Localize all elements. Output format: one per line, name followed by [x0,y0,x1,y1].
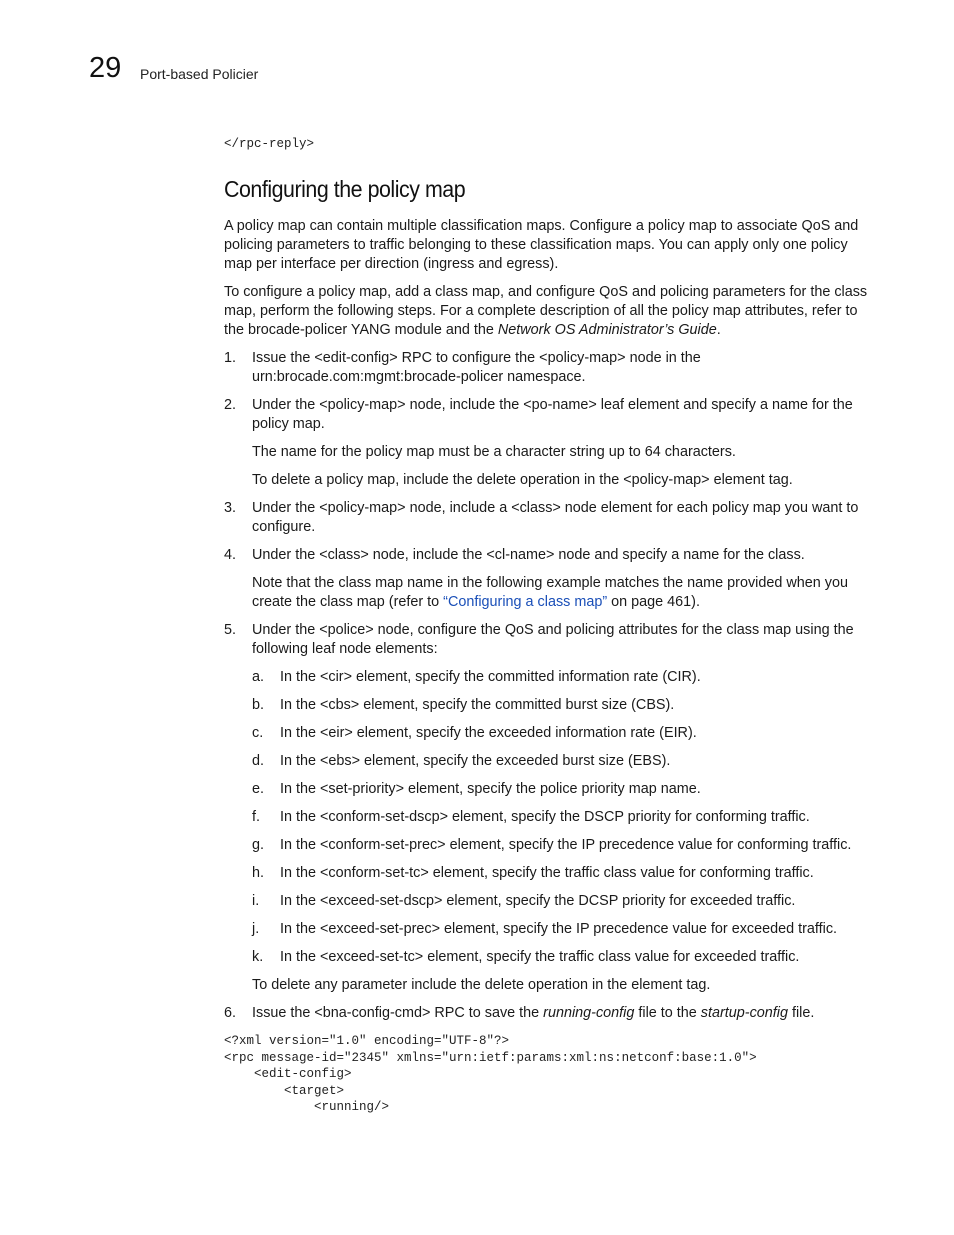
step-number: 3. [224,500,237,516]
step-2-note-delete: To delete a policy map, include the delete operation in the <policy-map> element tag. [252,472,793,488]
step-text: Under the <policy-map> node, include the <po-name> leaf element and specify a name for the policy map. [252,397,853,432]
substep-letter: k. [252,949,264,965]
note-text-end: on page 461). [607,594,700,610]
substep-letter: c. [252,725,264,741]
steps-intro-text: To configure a policy map, add a class map, and configure QoS and policing parameters for the class map, perform the following steps. For a complete description of all the policy map attributes, refer to the brocade-policer YANG module and the [224,284,868,338]
substep-text: In the <conform-set-prec> element, specify the IP precedence value for conforming traffic. [280,837,852,853]
step-text-end: file. [787,1005,815,1021]
step-3 [224,499,874,537]
code-snippet-top: </rpc-reply> [224,137,315,151]
step-2 [224,396,874,434]
step-6 [224,1004,874,1023]
substep-text: In the <exceed-set-prec> element, specify the IP precedence value for exceeded traffic. [280,921,838,937]
class-map-link[interactable]: “Configuring a class map” [443,594,608,610]
substep-text: In the <cir> element, specify the committed information rate (CIR). [280,669,701,685]
substep-text: In the <ebs> element, specify the exceeded burst size (EBS). [280,753,671,769]
intro-paragraph: A policy map can contain multiple classification maps. Configure a policy map to associate QoS and policing parameters to traffic belonging to these classification maps. You can apply only one policy map per interface per direction (ingress and egress). [224,218,859,272]
steps-intro-paragraph [224,283,874,340]
guide-title: Network OS Administrator’s Guide [497,322,717,338]
step-number: 5. [224,622,237,638]
note-text: Note that the class map name in the following example matches the name provided when you create the class map (refer to [252,575,848,610]
step-number: 4. [224,547,237,563]
substep-text: In the <conform-set-dscp> element, specify the DSCP priority for conforming traffic. [280,809,810,825]
steps-intro-end: . [716,322,721,338]
substep-letter: e. [252,781,265,797]
running-config-term: running-config [543,1005,635,1021]
substep-h [224,864,874,883]
substep-text: In the <set-priority> element, specify the police priority map name. [280,781,701,797]
substep-letter: f. [252,809,260,825]
step-text-middle: file to the [634,1005,701,1021]
substep-e [224,780,874,799]
step-number: 1. [224,350,237,366]
step-5-note: To delete any parameter include the delete operation in the element tag. [252,977,711,993]
substep-letter: i. [252,893,260,909]
chapter-title: Port-based Policier [140,66,259,82]
startup-config-term: startup-config [700,1005,788,1021]
step-text: Under the <police> node, configure the QoS and policing attributes for the class map using the following leaf node elements: [252,622,854,657]
substep-text: In the <cbs> element, specify the committed burst size (CBS). [280,697,675,713]
substep-g [224,836,874,855]
substep-j [224,920,874,939]
step-number: 2. [224,397,237,413]
substep-letter: b. [252,697,265,713]
substep-text: In the <conform-set-tc> element, specify the traffic class value for conforming traffic. [280,865,814,881]
step-4 [224,546,874,565]
substep-c [224,724,874,743]
xml-code-block: <?xml version="1.0" encoding="UTF-8"?> <rpc message-id="2345" xmlns="urn:ietf:params:xml:ns:netconf:base:1.0"> <edit-config> <target> <running/> [224,1034,757,1115]
substep-d [224,752,874,771]
substep-a [224,668,874,687]
substep-i [224,892,874,911]
step-5 [224,621,874,659]
substep-b [224,696,874,715]
step-text: Issue the <edit-config> RPC to configure the <policy-map> node in the urn:brocade.com:mgmt:brocade-policer namespace. [252,350,701,385]
section-title: Configuring the policy map [224,176,466,202]
substep-text: In the <eir> element, specify the exceeded information rate (EIR). [280,725,697,741]
substep-letter: h. [252,865,265,881]
substep-text: In the <exceed-set-dscp> element, specify the DCSP priority for exceeded traffic. [280,893,796,909]
substep-letter: g. [252,837,265,853]
substep-letter: j. [252,921,260,937]
step-text: Issue the <bna-config-cmd> RPC to save the [252,1005,544,1021]
step-text: Under the <policy-map> node, include a <class> node element for each policy map you want to configure. [252,500,859,535]
substep-letter: d. [252,753,265,769]
step-4-note [224,574,874,612]
body-text [224,217,874,1116]
step-2-note-length: The name for the policy map must be a character string up to 64 characters. [252,444,736,460]
substep-letter: a. [252,669,265,685]
step-text: Under the <class> node, include the <cl-name> node and specify a name for the class. [252,547,805,563]
substep-text: In the <exceed-set-tc> element, specify the traffic class value for exceeded traffic. [280,949,800,965]
chapter-number: 29 [89,52,122,84]
substep-k [224,948,874,967]
step-number: 6. [224,1005,237,1021]
substep-f [224,808,874,827]
step-1 [224,349,874,387]
